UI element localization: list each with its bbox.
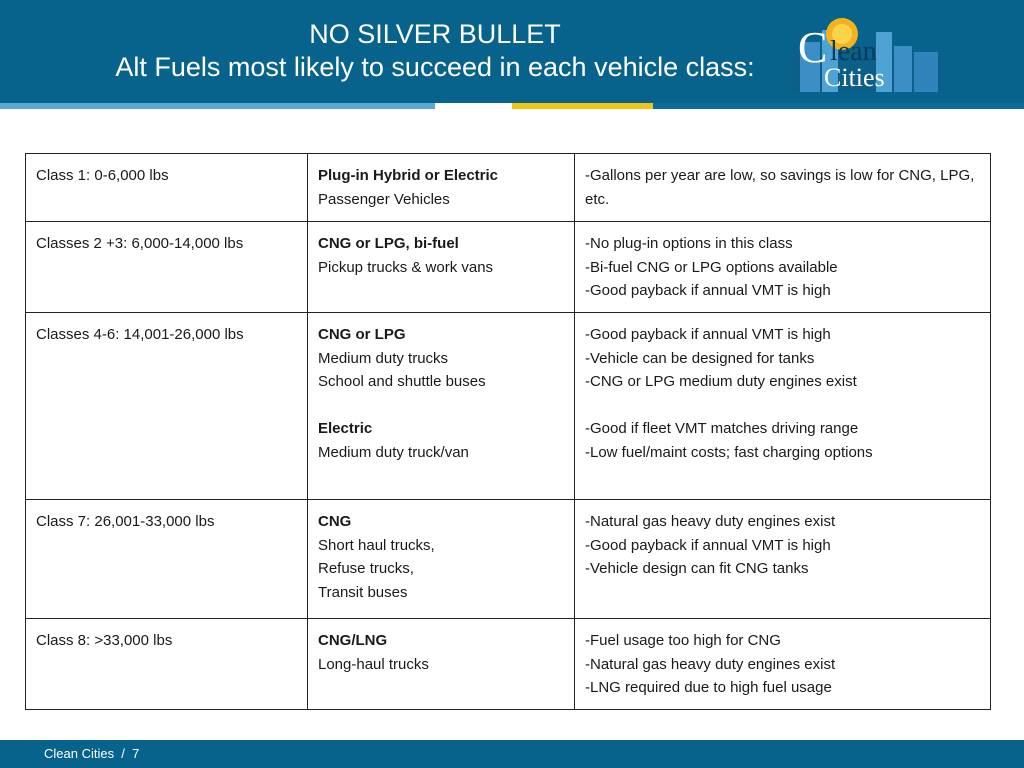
note-line: -Low fuel/maint costs; fast charging options — [585, 443, 873, 461]
table-row — [26, 619, 991, 710]
note-line: -Vehicle design can fit CNG tanks — [585, 560, 809, 577]
title-line-2: Alt Fuels most likely to succeed in each vehicle class: — [115, 52, 755, 82]
fuel-cell — [308, 154, 575, 222]
vehicle-use: Pickup trucks & work vans — [318, 258, 494, 276]
fuel-cell — [308, 222, 575, 313]
fuel-type: CNG or LPG — [318, 326, 406, 343]
logo-word-bottom: Cities — [824, 63, 885, 92]
vehicle-class-cell — [26, 500, 308, 619]
vehicle-class-label: Class 8: >33,000 lbs — [36, 632, 173, 649]
vehicle-class-cell — [26, 154, 308, 222]
fuel-cell — [308, 500, 575, 619]
clean-cities-logo — [790, 12, 942, 92]
fuel-type: CNG/LNG — [318, 632, 388, 649]
notes-cell — [575, 222, 991, 313]
fuel-type: CNG — [318, 513, 352, 530]
accent-rule-light — [0, 103, 435, 109]
accent-rule-dark — [653, 103, 1024, 109]
vehicle-use: Refuse trucks, — [318, 560, 414, 577]
logo-word-top: lean — [830, 36, 877, 67]
footer-bar — [0, 740, 1024, 768]
note-line: -Natural gas heavy duty engines exist — [585, 513, 836, 530]
vehicle-class-label: Class 7: 26,001-33,000 lbs — [36, 513, 215, 530]
footer-text: Clean Cities / 7 — [44, 746, 140, 761]
vehicle-class-label: Classes 4-6: 14,001-26,000 lbs — [36, 326, 244, 343]
accent-rule-yellow — [512, 103, 653, 109]
notes-cell — [575, 313, 991, 500]
table-row — [26, 154, 991, 222]
table-row — [26, 222, 991, 313]
logo-initial: C — [798, 23, 828, 72]
table-row — [26, 313, 991, 500]
notes-cell — [575, 619, 991, 710]
accent-rule-gap — [435, 103, 512, 109]
vehicle-class-cell — [26, 222, 308, 313]
vehicle-class-cell — [26, 313, 308, 500]
note-line: -Bi-fuel CNG or LPG options available — [585, 258, 838, 276]
vehicle-use: School and shuttle buses — [318, 373, 486, 390]
accent-rule — [0, 103, 1024, 109]
fuel-type: Plug-in Hybrid or Electric — [318, 167, 499, 184]
note-line: -LNG required due to high fuel usage — [585, 679, 832, 696]
fuel-type: CNG or LPG, bi-fuel — [318, 235, 459, 252]
notes-cell — [575, 500, 991, 619]
vehicle-class-cell — [26, 619, 308, 710]
clean-cities-logo-graphic — [790, 12, 942, 92]
vehicle-use: Short haul trucks, — [318, 536, 435, 554]
vehicle-use: Passenger Vehicles — [318, 190, 450, 208]
fuel-cell — [308, 313, 575, 500]
note-line: -Gallons per year are low, so savings is low for CNG, LPG, etc. — [585, 167, 975, 208]
vehicle-use: Medium duty trucks — [318, 349, 449, 367]
note-line: -Good payback if annual VMT is high — [585, 282, 831, 299]
vehicle-class-label: Class 1: 0-6,000 lbs — [36, 167, 169, 184]
fuel-type: Electric — [318, 420, 373, 437]
group-spacer — [585, 394, 980, 418]
slide-title — [80, 18, 790, 84]
table-body — [26, 154, 991, 710]
fuel-cell — [308, 619, 575, 710]
table-row — [26, 500, 991, 619]
vehicle-class-table — [25, 153, 991, 710]
vehicle-use: Long-haul trucks — [318, 655, 429, 673]
note-line: -No plug-in options in this class — [585, 235, 793, 252]
notes-cell — [575, 154, 991, 222]
vehicle-use: Transit buses — [318, 583, 408, 601]
note-line: -Natural gas heavy duty engines exist — [585, 655, 836, 673]
note-line: -Fuel usage too high for CNG — [585, 632, 781, 649]
note-line: -Vehicle can be designed for tanks — [585, 349, 815, 367]
note-line: -Good payback if annual VMT is high — [585, 536, 831, 554]
note-line: -CNG or LPG medium duty engines exist — [585, 373, 857, 390]
note-line: -Good payback if annual VMT is high — [585, 326, 831, 343]
note-line: -Good if fleet VMT matches driving range — [585, 420, 859, 437]
vehicle-use: Medium duty truck/van — [318, 443, 469, 461]
group-spacer — [318, 394, 564, 418]
vehicle-class-label: Classes 2 +3: 6,000-14,000 lbs — [36, 235, 244, 252]
title-line-1: NO SILVER BULLET — [309, 19, 561, 49]
